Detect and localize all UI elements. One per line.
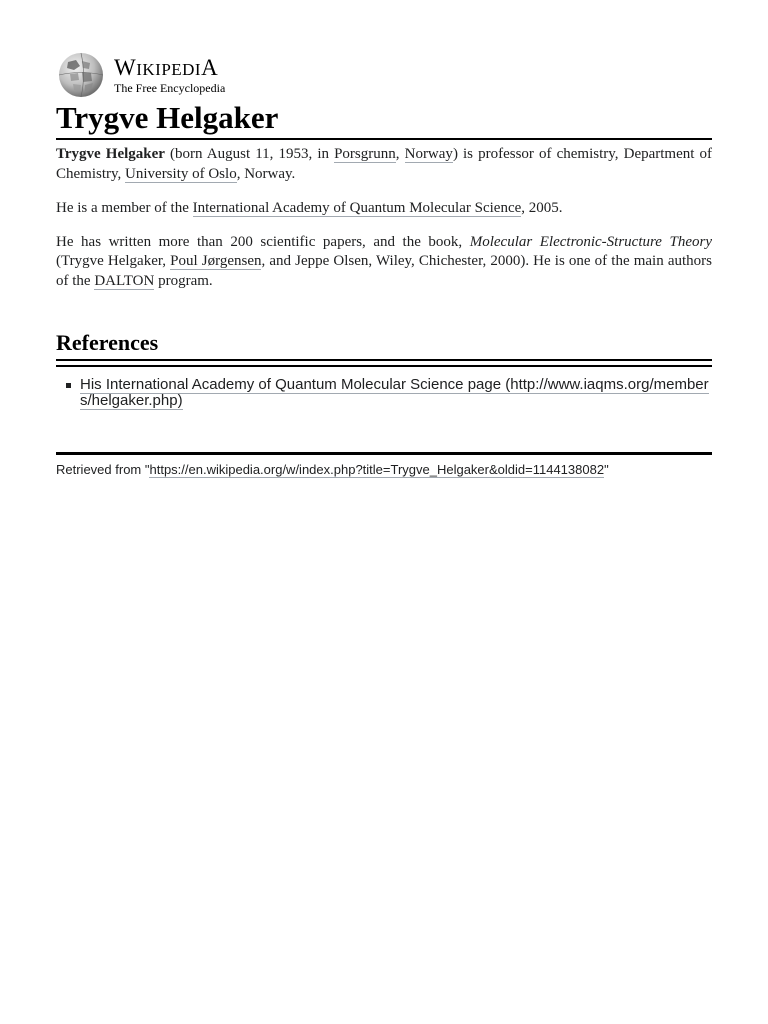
membership-paragraph: He is a member of the International Academy of Quantum Molecular Science, 2005. — [56, 200, 563, 216]
link-university-of-oslo[interactable]: University of Oslo — [125, 165, 237, 182]
publications-paragraph: He has written more than 200 scientific papers, and the book, Molecular Electronic-Structure Theory (Trygve Helgaker, Poul Jørgensen, and Jeppe Olsen, Wiley, Chichester, 2000). He is one of the main authors of the DALTON program. — [56, 233, 712, 289]
retrieved-from: Retrieved from "https://en.wikipedia.org/w/index.php?title=Trygve_Helgaker&oldid=1144138082" — [56, 462, 609, 477]
link-iaqms[interactable]: International Academy of Quantum Molecular Science — [192, 200, 522, 216]
article-page — [56, 50, 712, 477]
link-poul-jorgensen[interactable]: Poul Jørgensen — [170, 253, 262, 269]
site-branding[interactable] — [56, 50, 712, 100]
link-porsgrunn[interactable]: Porsgrunn — [334, 146, 396, 162]
wordmark-name: WIKIPEDIA — [114, 55, 219, 80]
references-heading: References — [56, 329, 712, 361]
intro-paragraph: Trygve Helgaker (born August 11, 1953, in Porsgrunn, Norway) is professor of chemistry, Department of Chemistry, University of Oslo, Norway. — [56, 146, 712, 182]
footer-rule — [56, 452, 712, 455]
permanent-link[interactable]: https://en.wikipedia.org/w/index.php?title=Trygve_Helgaker&oldid=1144138082 — [149, 462, 605, 477]
link-norway[interactable]: Norway — [404, 146, 453, 162]
page-title: Trygve Helgaker — [56, 100, 712, 140]
link-dalton[interactable]: DALTON — [94, 272, 155, 289]
bullet-icon — [66, 383, 71, 388]
heading-rule — [56, 365, 712, 367]
book-title: Molecular Electronic-Structure Theory — [469, 233, 712, 250]
subject-name: Trygve Helgaker — [56, 146, 165, 162]
reference-link-iaqms[interactable]: His International Academy of Quantum Molecular Science page (http://www.iaqms.org/members/helgaker.php) — [80, 376, 709, 409]
references-list — [56, 377, 712, 409]
list-item — [80, 377, 712, 409]
wikipedia-wordmark — [114, 56, 225, 94]
wordmark-tagline: The Free Encyclopedia — [114, 81, 226, 95]
wikipedia-globe-icon — [56, 52, 106, 98]
